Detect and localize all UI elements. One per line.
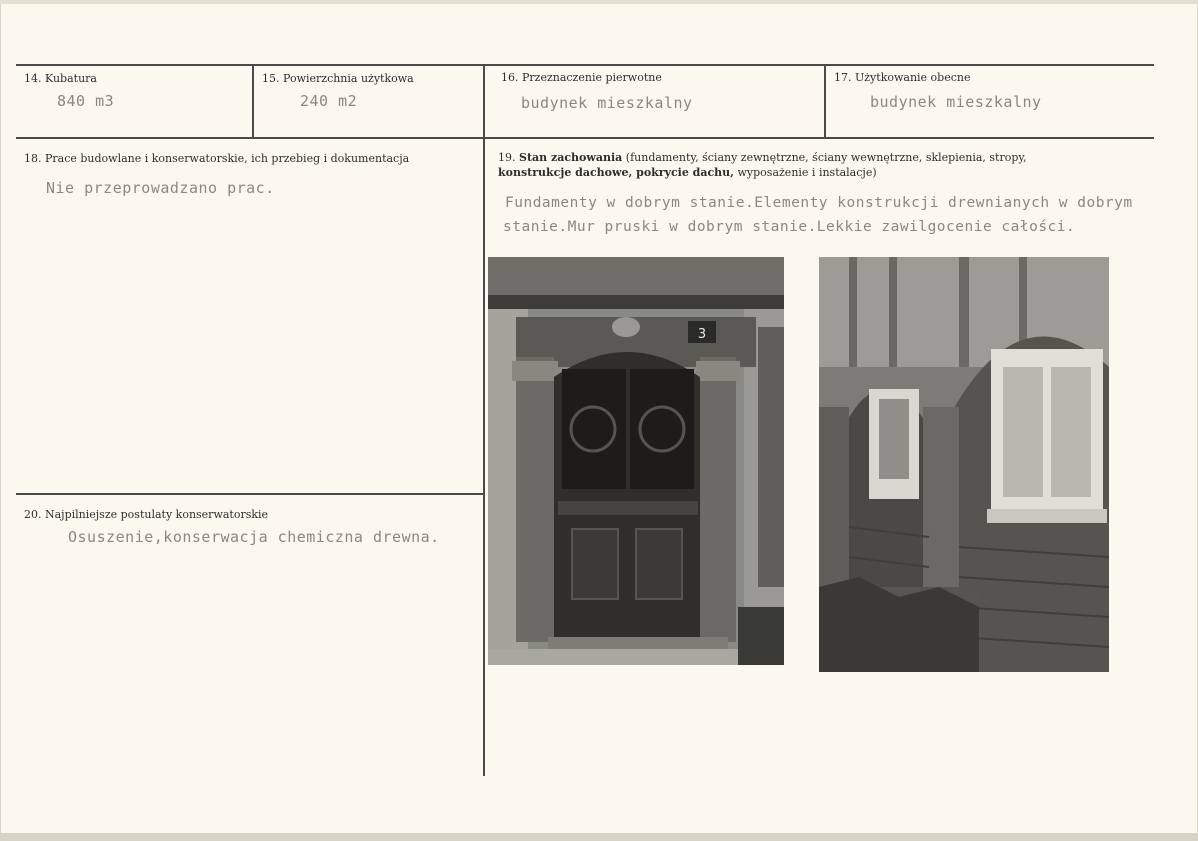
- field-19-num: 19.: [498, 151, 516, 164]
- field-20-label: 20. Najpilniejsze postulaty konserwatorskie: [24, 508, 269, 521]
- field-19-label-rest2: wyposażenie i instalacje): [737, 166, 877, 179]
- photo-arcade: [819, 257, 1109, 672]
- field-19-label-line1: [498, 150, 1027, 165]
- field-16-label: 16. Przeznaczenie pierwotne: [501, 71, 662, 84]
- rule-row2: [16, 137, 1154, 139]
- field-16-value: budynek mieszkalny: [521, 94, 693, 112]
- bottom-edge: [0, 833, 1198, 841]
- field-19-title: Stan zachowania: [519, 151, 623, 164]
- rule-col2: [483, 64, 485, 776]
- field-18-value: Nie przeprowadzano prac.: [46, 179, 275, 197]
- field-18-label: 18. Prace budowlane i konserwatorskie, ich przebieg i dokumentacja: [24, 152, 410, 165]
- field-19-label-rest: (fundamenty, ściany zewnętrzne, ściany wewnętrzne, sklepienia, stropy,: [625, 151, 1027, 164]
- field-14-value: 840 m3: [57, 92, 115, 110]
- field-19-value-line2: stanie.Mur pruski w dobrym stanie.Lekkie zawilgocenie całości.: [503, 219, 1076, 235]
- field-15-label: 15. Powierzchnia użytkowa: [262, 72, 414, 85]
- field-14-label: 14. Kubatura: [24, 72, 97, 85]
- photo-doorway: [488, 257, 784, 665]
- rule-col3: [824, 64, 826, 139]
- arcade-image: [819, 257, 1109, 672]
- field-19-value-line1: Fundamenty w dobrym stanie.Elementy konstrukcji drewnianych w dobrym: [505, 195, 1133, 211]
- rule-col1: [252, 64, 254, 139]
- field-19-label-line2: [498, 165, 877, 180]
- doorway-image: [488, 257, 784, 665]
- door-number-plate: 3: [697, 327, 707, 342]
- field-19-label-bold2: konstrukcje dachowe, pokrycie dachu,: [498, 166, 735, 179]
- field-20-value: Osuszenie,konserwacja chemiczna drewna.: [68, 528, 440, 546]
- rule-row3-left: [16, 493, 484, 495]
- top-edge: [0, 0, 1198, 4]
- field-17-label: 17. Użytkowanie obecne: [834, 71, 971, 84]
- rule-top: [16, 64, 1154, 66]
- field-17-value: budynek mieszkalny: [870, 93, 1042, 111]
- field-15-value: 240 m2: [300, 92, 358, 110]
